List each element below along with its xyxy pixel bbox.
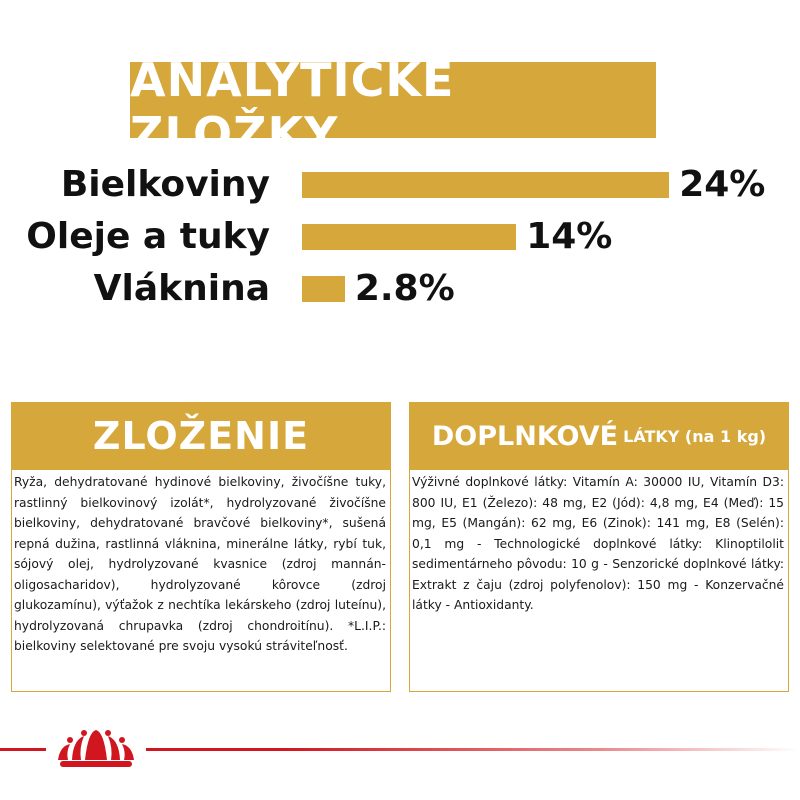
bar-row-fiber xyxy=(0,264,800,314)
additives-title-sub: LÁTKY (na 1 kg) xyxy=(623,426,767,446)
bar-label: Vláknina xyxy=(93,268,270,309)
bar-value: 24% xyxy=(679,164,766,205)
composition-panel xyxy=(11,402,391,692)
bar-fill xyxy=(302,276,345,302)
additives-text: Výživné doplnkové látky: Vitamín A: 30000 IU, Vitamín D3: 800 IU, E1 (Železo): 48 mg, E2 (Jód): 4,8 mg, E4 (Meď): 15 mg, E5 (Mangán): 62 mg, E6 (Zinok): 141 mg, E8 (Selén): 0,1 mg - Technologické doplnkové látky: Klinoptilolit sedimentárneho pôvodu: 10 g - Senzorické doplnkové látky: Extrakt z čaju (zdroj polyfenolov): 150 mg - Konzervačné látky - Antioxidanty. xyxy=(409,470,789,692)
bar-fill xyxy=(302,224,516,250)
analytic-title: ANALYTICKÉ ZLOŽKY xyxy=(130,53,455,161)
analytic-bars xyxy=(0,160,800,310)
bar-row-fat xyxy=(0,212,800,262)
additives-panel xyxy=(409,402,789,692)
bar-label: Bielkoviny xyxy=(60,164,270,205)
additives-title-main: DOPLNKOVÉ xyxy=(431,420,619,452)
bar-fill xyxy=(302,172,669,198)
royal-canin-crown-icon xyxy=(46,726,146,774)
bar-label: Oleje a tuky xyxy=(26,216,270,257)
composition-text: Ryža, dehydratované hydinové bielkoviny, živočíšne tuky, rastlinný bielkovinový izolát*, hydrolyzované živočíšne bielkoviny, dehydratované bravčové bielkoviny*, sušená repná dužina, rastlinná vláknina, minerálne látky, rybí tuk, sójový olej, hydrolyzované kvasnice (zdroj mannán-oligosacharidov), hydrolyzované kôrovce (zdroj glukozamínu), výťažok z nechtíka lekárskeho (zdroj luteínu), hydrolyzovaná chrupavka (zdroj chondroitínu). *L.I.P.: bielkoviny selektované pre svoju vysokú stráviteľnosť. xyxy=(11,470,391,692)
bar-value: 2.8% xyxy=(354,268,455,309)
composition-title: ZLOŽENIE xyxy=(92,414,310,458)
bar-row-protein xyxy=(0,160,800,210)
additives-title xyxy=(409,402,789,470)
bar-value: 14% xyxy=(526,216,613,257)
